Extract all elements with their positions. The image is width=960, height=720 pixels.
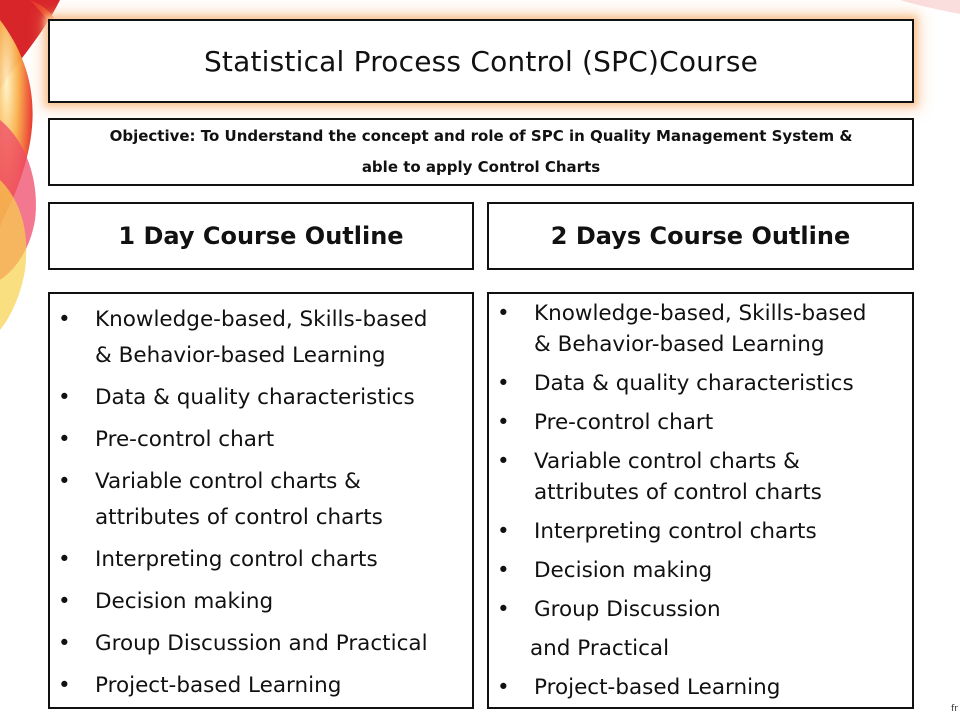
list-item	[489, 446, 909, 508]
list-item-text: Knowledge-based, Skills-based	[95, 307, 428, 332]
list-item	[489, 298, 909, 360]
objective-box	[48, 118, 914, 186]
list-item-text: and Practical	[530, 636, 670, 661]
list-item-text: & Behavior-based Learning	[95, 343, 386, 368]
list-item	[50, 584, 470, 620]
two-days-outline-list	[489, 298, 909, 711]
list-item	[50, 380, 470, 416]
list-item-text: attributes of control charts	[534, 480, 822, 505]
list-item-text: Decision making	[95, 589, 274, 614]
list-item-text: Interpreting control charts	[95, 547, 378, 572]
one-day-outline-heading-box	[48, 202, 474, 270]
list-item-text: Knowledge-based, Skills-based	[534, 301, 867, 326]
one-day-outline-list	[50, 302, 470, 710]
list-item	[489, 368, 909, 399]
two-days-outline-list-box	[487, 292, 914, 709]
list-item-text: Project-based Learning	[534, 675, 781, 700]
list-item	[50, 422, 470, 458]
list-item-text: Data & quality characteristics	[534, 371, 854, 396]
list-item	[50, 668, 470, 704]
list-item-text: & Behavior-based Learning	[534, 332, 825, 357]
list-item-text: Decision making	[534, 558, 713, 583]
list-item-text: attributes of control charts	[95, 505, 383, 530]
two-days-outline-heading-box	[487, 202, 914, 270]
list-item-text: Interpreting control charts	[534, 519, 817, 544]
two-days-outline-heading: 2 Days Course Outline	[550, 222, 851, 250]
list-item	[489, 407, 909, 438]
list-item-continuation	[489, 633, 909, 664]
one-day-outline-list-box	[48, 292, 474, 709]
title-box	[48, 19, 914, 103]
list-item	[489, 555, 909, 586]
list-item-text: Data & quality characteristics	[95, 385, 415, 410]
list-item	[50, 542, 470, 578]
list-item	[489, 516, 909, 547]
list-item-text: Group Discussion and Practical	[95, 631, 428, 656]
one-day-outline-heading: 1 Day Course Outline	[118, 222, 404, 250]
list-item-text: Pre-control chart	[534, 410, 714, 435]
list-item-text: Project-based Learning	[95, 673, 342, 698]
objective-line-2: able to apply Control Charts	[361, 158, 601, 176]
swirl-top-right	[900, 0, 960, 14]
list-item	[50, 626, 470, 662]
list-item	[50, 302, 470, 374]
list-item-text: Group Discussion	[534, 597, 721, 622]
list-item-text: Variable control charts &	[534, 449, 800, 474]
list-item-text: Variable control charts &	[95, 469, 361, 494]
list-item	[489, 672, 909, 703]
slide-title: Statistical Process Control (SPC)Course	[203, 44, 759, 78]
list-item-text: Pre-control chart	[95, 427, 275, 452]
list-item	[489, 594, 909, 625]
corner-mark: fr	[951, 704, 958, 714]
objective-line-1: Objective: To Understand the concept and role of SPC in Quality Management System &	[109, 127, 853, 145]
list-item	[50, 464, 470, 536]
